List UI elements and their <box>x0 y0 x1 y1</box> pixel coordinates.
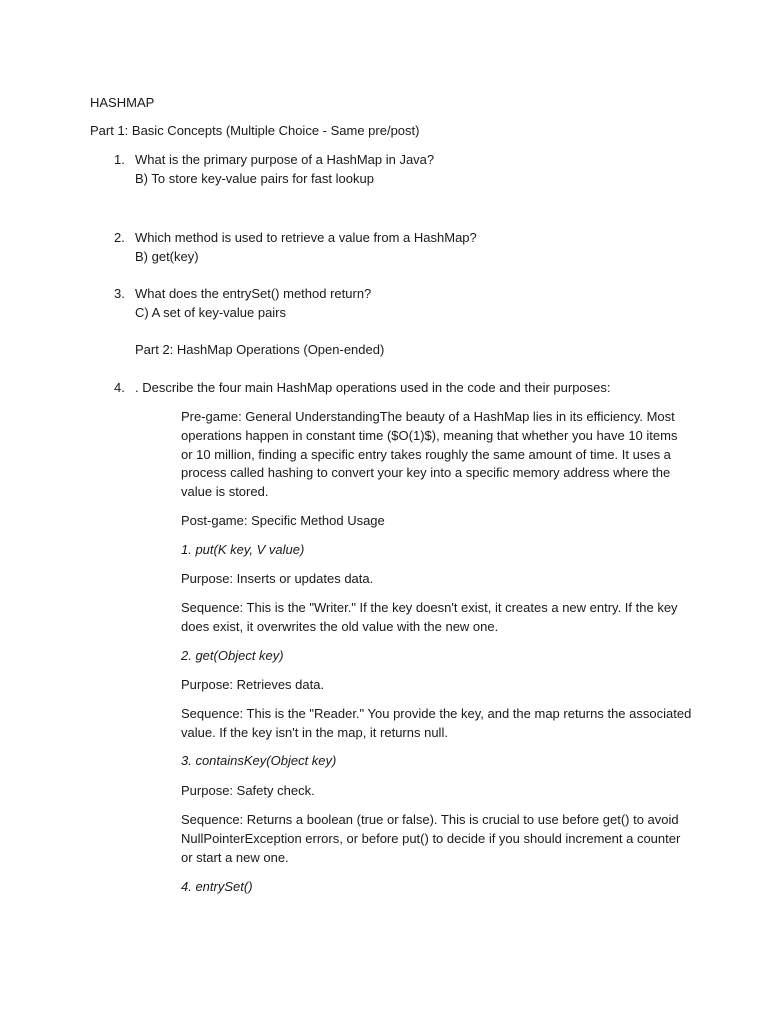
part1-heading: Part 1: Basic Concepts (Multiple Choice - Same pre/post) <box>90 123 420 138</box>
method-4-signature: 4. entrySet() <box>181 879 253 894</box>
method-3-sequence-line: Sequence: Returns a boolean (true or false). This is crucial to use before get() to avoid <box>181 812 679 827</box>
question-4-text: . Describe the four main HashMap operations used in the code and their purposes: <box>135 380 611 395</box>
pregame-line: Pre-game: General UnderstandingThe beauty of a HashMap lies in its efficiency. Most <box>181 409 675 424</box>
method-3-purpose: Purpose: Safety check. <box>181 783 315 798</box>
method-3-sequence-line: NullPointerException errors, or before put() to decide if you should increment a counter <box>181 831 681 846</box>
method-2-sequence-line: Sequence: This is the "Reader." You provide the key, and the map returns the associated <box>181 706 692 721</box>
question-3-text: What does the entrySet() method return? <box>135 286 372 301</box>
method-1-sequence-line: Sequence: This is the "Writer." If the key doesn't exist, it creates a new entry. If the key <box>181 600 678 615</box>
method-1-signature: 1. put(K key, V value) <box>181 542 305 557</box>
method-2-signature: 2. get(Object key) <box>181 648 284 663</box>
method-2-sequence-line: value. If the key isn't in the map, it returns null. <box>181 725 448 740</box>
part2-heading: Part 2: HashMap Operations (Open-ended) <box>135 342 385 357</box>
question-2-text: Which method is used to retrieve a value from a HashMap? <box>135 230 477 245</box>
method-1-purpose: Purpose: Inserts or updates data. <box>181 571 374 586</box>
question-2-answer: B) get(key) <box>135 249 199 264</box>
question-1-text: What is the primary purpose of a HashMap in Java? <box>135 152 435 167</box>
method-3-signature: 3. containsKey(Object key) <box>181 753 337 768</box>
question-3-answer: C) A set of key-value pairs <box>135 305 287 320</box>
question-4-number: 4. <box>114 380 125 395</box>
pregame-line: or 10 million, finding a specific entry takes roughly the same amount of time. It uses a <box>181 447 671 462</box>
question-2-number: 2. <box>114 230 125 245</box>
method-1-sequence-line: does exist, it overwrites the old value with the new one. <box>181 619 499 634</box>
question-1-answer: B) To store key-value pairs for fast lookup <box>135 171 374 186</box>
question-1-number: 1. <box>114 152 125 167</box>
question-3-number: 3. <box>114 286 125 301</box>
postgame-heading: Post-game: Specific Method Usage <box>181 513 385 528</box>
pregame-line: process called hashing to convert your key into a specific memory address where the <box>181 465 671 480</box>
pregame-line: value is stored. <box>181 484 269 499</box>
pregame-line: operations happen in constant time ($O(1)$), meaning that whether you have 10 items <box>181 428 678 443</box>
method-3-sequence-line: or start a new one. <box>181 850 289 865</box>
document-title: HASHMAP <box>90 95 155 110</box>
method-2-purpose: Purpose: Retrieves data. <box>181 677 325 692</box>
